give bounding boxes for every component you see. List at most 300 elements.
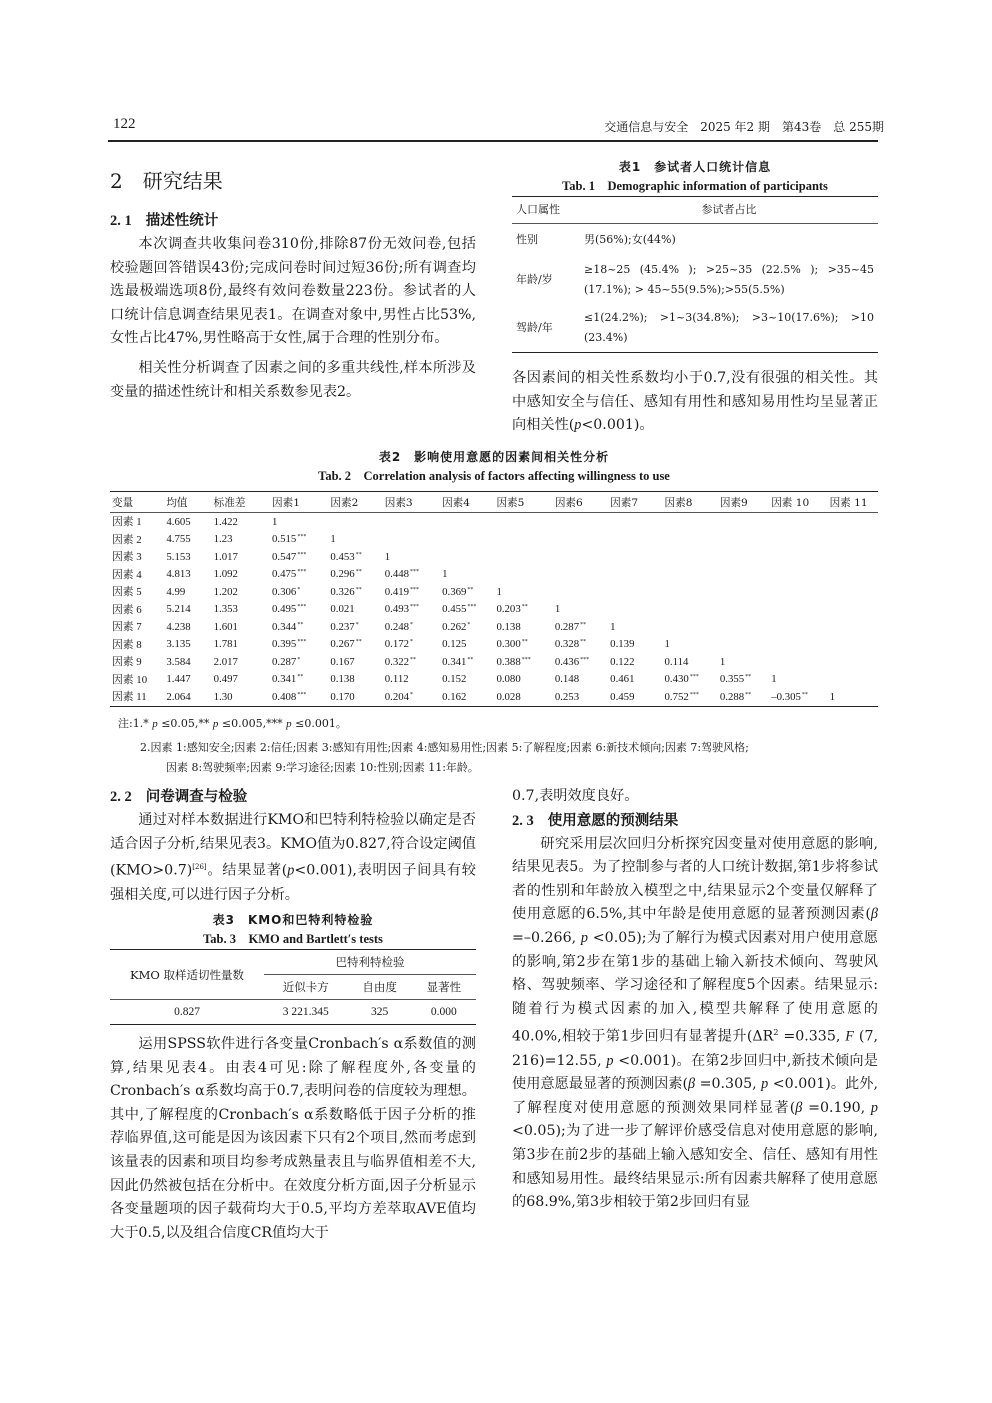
table2-corr-cell — [440, 548, 494, 566]
table2-corr-cell — [663, 548, 718, 566]
table2-corr-cell — [663, 513, 718, 531]
table2-corr-cell — [494, 671, 552, 689]
table-row — [110, 636, 878, 654]
table2-corr-cell — [769, 653, 827, 671]
table2-corr-cell — [328, 636, 382, 654]
table2-corr-cell — [328, 601, 382, 619]
text: =–0.266, — [512, 929, 581, 946]
table2-var: 因素 2 — [112, 533, 142, 546]
table2-corr-cell — [608, 548, 662, 566]
p-symbol: p — [287, 862, 295, 879]
significance-stars: *** — [297, 604, 307, 611]
table-row — [110, 618, 878, 636]
corr-value: 0.267 — [330, 638, 355, 651]
note-text: 注:1.* — [118, 717, 153, 730]
table1-attr: 性别 — [516, 233, 538, 246]
table2-sd: 1.202 — [213, 585, 238, 598]
header-rule — [108, 140, 878, 142]
table2-corr-cell — [440, 688, 494, 706]
beta-symbol: β — [688, 1076, 696, 1093]
beta-symbol: β — [870, 906, 878, 923]
table-row — [512, 304, 878, 353]
corr-value: 0.461 — [610, 673, 635, 686]
table1-caption-en: Tab. 1 Demographic information of participants — [562, 179, 828, 193]
table2-header-cell: 均值 — [164, 492, 211, 513]
paragraph-cronbach: 运用SPSS软件进行各变量Cronbach′s α系数值的测算,结果见表4。由表4可见:除了解程度外,各变量的Cronbach′s α系数均高于0.7,表明问卷的信度较为理想。其中,了解程度的Cronbach′s α系数略低于因子分析的推荐临界值,这可能是因为该因素下只有2个项目,然而考虑到该量表的因素和项目均参考成熟量表且与临界值相差不大,因此仍然被包括在分析中。在效度分析方面,因子分析显示各变量题项的因子载荷均大于0.5,平均方差萃取AVE值均大于0.5,以及组合信度CR值均大于 — [110, 1036, 476, 1241]
journal-running-header: 交通信息与安全 2025 年2 期 第43卷 总 255期 — [604, 120, 884, 134]
corr-value: 1 — [384, 550, 391, 563]
table2-var: 因素 9 — [112, 656, 142, 669]
table2-mean: 1.447 — [166, 673, 191, 686]
corr-value: 0.125 — [442, 638, 467, 651]
table2-mean: 3.584 — [166, 655, 191, 668]
table2-header-cell: 因素9 — [718, 492, 769, 513]
table2-corr-cell — [553, 671, 608, 689]
significance-stars: *** — [410, 569, 420, 576]
table2-corr-cell — [494, 618, 552, 636]
corr-value: 1 — [610, 620, 616, 633]
table3-block — [110, 911, 476, 1025]
significance-stars: *** — [297, 551, 307, 558]
significance-stars: ** — [355, 639, 362, 646]
corr-value: 0.248 — [384, 620, 410, 633]
right-column-bottom — [512, 785, 878, 1215]
table2-var: 因素 8 — [112, 638, 142, 651]
significance-stars: ** — [521, 639, 528, 646]
table2-header-cell: 因素3 — [383, 492, 440, 513]
table1-header: 人口属性 — [512, 197, 580, 224]
corr-value: 0.138 — [330, 673, 355, 686]
table2-corr-cell — [769, 583, 827, 601]
corr-value: 0.475 — [272, 568, 297, 581]
significance-stars: *** — [689, 691, 699, 698]
table2-corr-cell — [328, 653, 382, 671]
table2-mean: 4.605 — [166, 515, 191, 528]
table2-corr-cell — [608, 583, 662, 601]
text: (7, 216)=12.55, — [512, 1029, 878, 1069]
table2-corr-cell — [718, 583, 769, 601]
corr-value: 0.408 — [272, 690, 297, 703]
corr-value: 0.369 — [442, 585, 467, 598]
f-symbol: F — [845, 1029, 854, 1046]
corr-value: 0.300 — [496, 638, 521, 651]
table2-corr-cell — [608, 688, 662, 706]
significance-stars: * — [410, 621, 414, 628]
corr-value: –0.305 — [771, 690, 801, 703]
table2-var: 因素 5 — [112, 586, 142, 599]
table2-captions — [110, 448, 878, 486]
subsection-title: 描述性统计 — [145, 213, 219, 229]
corr-value: 1 — [771, 673, 777, 686]
corr-value: 0.355 — [719, 673, 745, 686]
corr-value: 1 — [272, 515, 278, 528]
significance-stars: * — [297, 656, 301, 663]
significance-stars: *** — [689, 674, 699, 681]
table1-value: ≤1(24.2%); >1~3(34.8%); >3~10(17.6%); >10 (23.4%) — [580, 304, 878, 353]
table2-sd: 1.30 — [212, 688, 270, 706]
table-row — [512, 256, 878, 304]
corr-value: 0.341 — [272, 673, 297, 686]
table2-corr-cell — [440, 513, 494, 531]
paragraph-kmo — [110, 809, 476, 907]
table2-corr-cell — [769, 566, 827, 584]
corr-value: 0.170 — [330, 690, 355, 703]
table2-corr-cell — [383, 583, 440, 601]
note-text: ≤0.05,** — [157, 717, 213, 730]
table2-corr-cell — [553, 618, 608, 636]
p-symbol: p — [606, 1052, 614, 1069]
table3-caption-cn: 表3 KMO和巴特利特检验 — [212, 913, 374, 928]
table2-corr-cell — [769, 513, 827, 531]
table2-corr-cell — [828, 531, 878, 549]
table2-corr-cell — [440, 671, 494, 689]
table2-header-cell: 因素7 — [608, 492, 662, 513]
table2-corr-cell — [769, 671, 827, 689]
table2-corr-cell — [718, 513, 769, 531]
text: <0.05);为了进一步了解评价感受信息对使用意愿的影响,第3步在前2步的基础上输入感知安全、信任、感知有用性和感知易用性。最终结果显示:所有因素共解释了使用意愿的68.9%,第3步相较于第2步回归有显 — [512, 1123, 878, 1211]
table2-corr-cell — [440, 618, 494, 636]
p-symbol: p — [580, 929, 588, 946]
table-row — [110, 601, 878, 619]
corr-value: 0.138 — [496, 620, 521, 633]
text: <0.001),表明因子间具有较强相关度,可以进行因子分析。 — [110, 862, 476, 903]
table2-corr-cell — [328, 671, 382, 689]
table2-corr-cell — [553, 688, 608, 706]
table2-corr-cell — [383, 688, 440, 706]
table-row — [110, 583, 878, 601]
text: <0.001)。在第2步回归中,新技术倾向是使用意愿最显著的预测因素( — [512, 1052, 878, 1093]
table2-corr-cell — [608, 653, 662, 671]
table2-corr-cell — [718, 601, 769, 619]
table2-corr-cell — [328, 688, 382, 706]
significance-stars: *** — [297, 569, 307, 576]
significance-stars: *** — [410, 604, 420, 611]
table3-subheader: 显著性 — [412, 975, 476, 1000]
corr-value: 0.262 — [442, 620, 467, 633]
left-column-bottom — [110, 785, 476, 1245]
table2-var: 因素 4 — [112, 568, 142, 581]
corr-value: 0.326 — [330, 585, 355, 598]
table3-chi-value: 3 221.345 — [264, 1000, 347, 1025]
text: <0.001)。 — [581, 417, 654, 434]
table-row — [110, 566, 878, 584]
table2-corr-cell — [553, 513, 608, 531]
subsection-heading-2-3 — [512, 809, 878, 833]
table-row — [110, 671, 878, 689]
table2-corr-cell — [383, 531, 440, 549]
table2-corr-cell — [494, 531, 552, 549]
table2-corr-cell — [328, 548, 382, 566]
table1-block — [512, 158, 878, 353]
subsection-title: 使用意愿的预测结果 — [547, 812, 679, 829]
table3-header-kmo: KMO 取样适切性量数 — [110, 950, 264, 1000]
table1-value: 男(56%);女(44%) — [584, 233, 676, 246]
table2-sd: 1.017 — [213, 550, 238, 563]
corr-value: 0.028 — [496, 690, 521, 703]
table2-var: 因素 7 — [112, 621, 142, 634]
table2-corr-cell — [608, 513, 662, 531]
section-heading — [110, 167, 476, 195]
table2-corr-cell — [440, 636, 494, 654]
table2-mean: 4.755 — [166, 533, 191, 546]
table2-header-row — [110, 492, 878, 513]
note-text: ≤0.001。 — [291, 717, 347, 730]
table2-corr-cell — [494, 688, 552, 706]
table2-corr-cell — [270, 513, 328, 531]
corr-value: 0.495 — [272, 603, 297, 616]
corr-value: 0.080 — [496, 673, 521, 686]
table2-header-cell: 因素2 — [328, 492, 382, 513]
paragraph-validity-end: 0.7,表明效度良好。 — [512, 788, 639, 804]
table2-corr-cell — [383, 513, 440, 531]
corr-value: 0.419 — [384, 585, 410, 598]
significance-stars: ** — [467, 656, 474, 663]
table2-corr-cell — [383, 618, 440, 636]
table3-subheader: 自由度 — [347, 975, 411, 1000]
table2-corr-cell — [663, 618, 718, 636]
paragraph-survey: 本次调查共收集问卷310份,排除87份无效问卷,包括校验题回答错误43份;完成问卷时间过短36份;所有调查均选最极端选项8份,最终有效问卷数量223份。参试者的人口统计信息调查结果见表1。在调查对象中,男性占比53%,女性占比47%,男性略高于女性,属于合理的性别分布。 — [110, 236, 476, 347]
text: =0.305, — [695, 1076, 762, 1093]
corr-value: 1 — [330, 533, 336, 546]
text: 通过对样本数据进行KMO和巴特利特检验以确定是否适合因子分析,结果见表3。KMO值为0.827,符合设定阈值(KMO>0.7) — [110, 812, 476, 879]
significance-stars: ** — [745, 674, 752, 681]
citation[interactable]: [26] — [192, 863, 207, 872]
paragraph-correlation-intro: 相关性分析调查了因素之间的多重共线性,样本所涉及变量的描述性统计和相关系数参见表2。 — [110, 359, 476, 400]
corr-value: 0.204 — [384, 690, 410, 703]
significance-stars: *** — [297, 691, 307, 698]
significance-stars: ** — [580, 621, 587, 628]
table2-corr-cell — [270, 688, 328, 706]
corr-value: 1 — [554, 603, 561, 616]
significance-stars: ** — [297, 621, 304, 628]
page-number: 122 — [113, 116, 136, 132]
table2-mean: 5.214 — [166, 603, 191, 616]
table2-corr-cell — [769, 636, 827, 654]
significance-stars: ** — [355, 586, 362, 593]
table2-corr-cell — [328, 566, 382, 584]
table2-mean: 4.238 — [166, 620, 191, 633]
table2-corr-cell — [718, 548, 769, 566]
table-row — [110, 653, 878, 671]
table2-mean: 5.153 — [166, 550, 191, 563]
table2-sd: 1.781 — [213, 638, 238, 651]
table3-sig-value: 0.000 — [412, 1000, 476, 1025]
corr-value: 0.287 — [272, 655, 297, 668]
table2-mean: 4.99 — [166, 585, 186, 598]
table2-corr-cell — [383, 566, 440, 584]
table3-caption-en: Tab. 3 KMO and Bartlett′s tests — [203, 932, 383, 947]
section-title: 研究结果 — [142, 169, 223, 193]
corr-value: 0.122 — [610, 655, 635, 668]
significance-stars: ** — [467, 586, 474, 593]
significance-stars: *** — [580, 656, 590, 663]
table2-corr-cell — [608, 531, 662, 549]
table2-corr-cell — [440, 531, 494, 549]
table2-correlation — [110, 491, 878, 707]
corr-value: 0.152 — [442, 673, 467, 686]
corr-value: 1 — [496, 585, 502, 598]
table2-var: 因素 11 — [110, 688, 164, 706]
note-2-line-1: 2.因素 1:感知安全;因素 2:信任;因素 3:感知有用性;因素 4:感知易用性;因素 5:了解程度;因素 6:新技术倾向;因素 7:驾驶风格; — [140, 741, 749, 754]
table2-corr-cell — [494, 636, 552, 654]
table-row — [110, 513, 878, 531]
table2-corr-cell — [718, 636, 769, 654]
table2-sd: 2.017 — [213, 655, 238, 668]
table2-corr-cell — [608, 566, 662, 584]
table2-corr-cell — [828, 636, 878, 654]
table2-var: 因素 6 — [112, 603, 142, 616]
significance-stars: * — [297, 586, 301, 593]
corr-value: 0.388 — [496, 655, 521, 668]
corr-value: 0.493 — [384, 603, 410, 616]
corr-value: 0.453 — [330, 550, 355, 563]
table2-corr-cell — [494, 566, 552, 584]
significance-stars: *** — [297, 534, 307, 541]
table2-corr-cell — [553, 653, 608, 671]
table2-corr-cell — [440, 583, 494, 601]
table2-corr-cell — [608, 618, 662, 636]
table-row — [110, 548, 878, 566]
table2-corr-cell — [718, 653, 769, 671]
significance-stars: ** — [580, 639, 587, 646]
corr-value: 0.287 — [554, 620, 580, 633]
table1-value: ≥18~25 (45.4% ); >25~35 (22.5% ); >35~45 (17.1%); > 45~55(9.5%);>55(5.5%) — [584, 263, 874, 296]
text: <0.05);为了解行为模式因素对用户使用意愿的影响,第2步在第1步的基础上输入新技术倾向、驾驶风格、驾驶频率、学习途径和了解程度5个因素。结果显示:随着行为模式因素的加入,模型共解释了使用意愿的40.0%,相较于第1步回归有显著提升(ΔR — [512, 929, 878, 1046]
text: 。结果显著( — [206, 862, 288, 879]
table2-corr-cell — [718, 671, 769, 689]
table2-corr-cell — [718, 688, 769, 706]
p-symbol: p — [152, 718, 158, 730]
table2-mean: 4.813 — [166, 568, 191, 581]
table-row — [512, 224, 878, 257]
corr-value: 0.448 — [384, 568, 410, 581]
significance-stars: *** — [410, 586, 420, 593]
table2-notes — [118, 714, 878, 778]
p-symbol: p — [870, 1099, 878, 1116]
table2-corr-cell — [769, 548, 827, 566]
table2-corr-cell — [663, 601, 718, 619]
section-number: 2 — [110, 169, 123, 193]
table1-caption-cn: 表1 参试者人口统计信息 — [618, 160, 772, 174]
table2-corr-cell — [383, 653, 440, 671]
table3-kmo — [110, 949, 476, 1025]
table2-corr-cell — [270, 601, 328, 619]
table2-mean: 3.135 — [166, 638, 191, 651]
significance-stars: ** — [355, 551, 362, 558]
table2-corr-cell — [553, 601, 608, 619]
subsection-number: 2. 2 — [110, 789, 132, 805]
table2-sd: 1.353 — [213, 603, 238, 616]
table2-corr-cell — [328, 583, 382, 601]
table3-df-value: 325 — [347, 1000, 411, 1025]
subsection-heading-2-1 — [110, 209, 476, 233]
table2-sd: 1.092 — [213, 568, 238, 581]
significance-stars: ** — [355, 569, 362, 576]
corr-value: 1 — [442, 568, 448, 581]
text: 研究采用层次回归分析探究因变量对使用意愿的影响,结果见表5。为了控制参与者的人口统计数据,第1步将参试者的性别和年龄放入模型之中,结果显示2个变量仅解释了使用意愿的6.5%,其中年龄是使用意愿的显著预测因素( — [512, 835, 878, 923]
table2-corr-cell — [270, 618, 328, 636]
superscript: 2 — [773, 1028, 779, 1038]
significance-stars: ** — [745, 691, 752, 698]
table2-corr-cell — [553, 583, 608, 601]
table2-var: 因素 3 — [112, 551, 142, 564]
table2-corr-cell — [553, 636, 608, 654]
table2-corr-cell — [663, 566, 718, 584]
corr-value: 0.172 — [384, 638, 410, 651]
significance-stars: * — [467, 621, 471, 628]
table2-sd: 1.23 — [213, 533, 233, 546]
table2-header-cell: 因素4 — [440, 492, 494, 513]
corr-value: 0.112 — [384, 673, 409, 686]
text: 各因素间的相关性系数均小于0.7,没有很强的相关性。其中感知安全与信任、感知有用性和感知易用性均呈显著正向相关性( — [512, 370, 878, 434]
text: <0.001)。此外,了解程度对使用意愿的预测效果同样显著( — [512, 1076, 878, 1116]
corr-value: 0.341 — [442, 655, 467, 668]
table3-kmo-value: 0.827 — [110, 1000, 264, 1025]
table1-attr: 驾龄/年 — [512, 304, 580, 353]
paragraph-correlation-result — [512, 367, 878, 438]
table2-corr-cell — [608, 601, 662, 619]
corr-value: 1 — [719, 655, 726, 668]
corr-value: 0.253 — [554, 690, 580, 703]
corr-value: 0.436 — [554, 655, 580, 668]
table1-attr: 年龄/岁 — [516, 273, 553, 286]
table2-caption-en: Tab. 2 Correlation analysis of factors affecting willingness to use — [318, 469, 670, 483]
table2-mean: 2.064 — [164, 688, 211, 706]
significance-stars: *** — [297, 639, 307, 646]
table2-corr-cell — [769, 531, 827, 549]
subsection-number: 2. 1 — [110, 213, 132, 229]
corr-value: 1 — [664, 638, 670, 651]
note-1 — [118, 714, 878, 734]
corr-value: 0.395 — [272, 638, 297, 651]
table2-corr-cell — [828, 671, 878, 689]
table2-corr-cell — [553, 566, 608, 584]
table2-header-cell: 因素8 — [663, 492, 718, 513]
table2-corr-cell — [270, 548, 328, 566]
table2-corr-cell — [328, 618, 382, 636]
significance-stars: ** — [297, 674, 304, 681]
text: =0.335, — [778, 1029, 846, 1046]
corr-value: 0.459 — [610, 690, 635, 703]
table2-corr-cell — [553, 531, 608, 549]
table2-corr-cell — [828, 583, 878, 601]
table2-sd: 1.601 — [213, 620, 238, 633]
corr-value: 0.515 — [272, 533, 297, 546]
table2-sd: 0.497 — [213, 673, 238, 686]
table2-corr-cell — [828, 566, 878, 584]
table2-corr-cell — [383, 671, 440, 689]
table2-corr-cell — [828, 548, 878, 566]
table2-corr-cell — [663, 653, 718, 671]
table2-corr-cell — [328, 513, 382, 531]
table-row — [110, 531, 878, 549]
table2-corr-cell — [328, 531, 382, 549]
corr-value: 0.167 — [330, 655, 355, 668]
table2-header-cell: 因素1 — [270, 492, 328, 513]
table2-corr-cell — [663, 583, 718, 601]
table2-corr-cell — [440, 601, 494, 619]
significance-stars: ** — [801, 691, 808, 698]
table2-corr-cell — [494, 583, 552, 601]
significance-stars: * — [410, 691, 414, 698]
table2-corr-cell — [440, 653, 494, 671]
table2-var: 因素 10 — [112, 673, 148, 686]
table2-corr-cell — [828, 618, 878, 636]
table2-corr-cell — [494, 513, 552, 531]
table2-corr-cell — [608, 636, 662, 654]
table2-corr-cell — [270, 653, 328, 671]
table2-corr-cell — [440, 566, 494, 584]
